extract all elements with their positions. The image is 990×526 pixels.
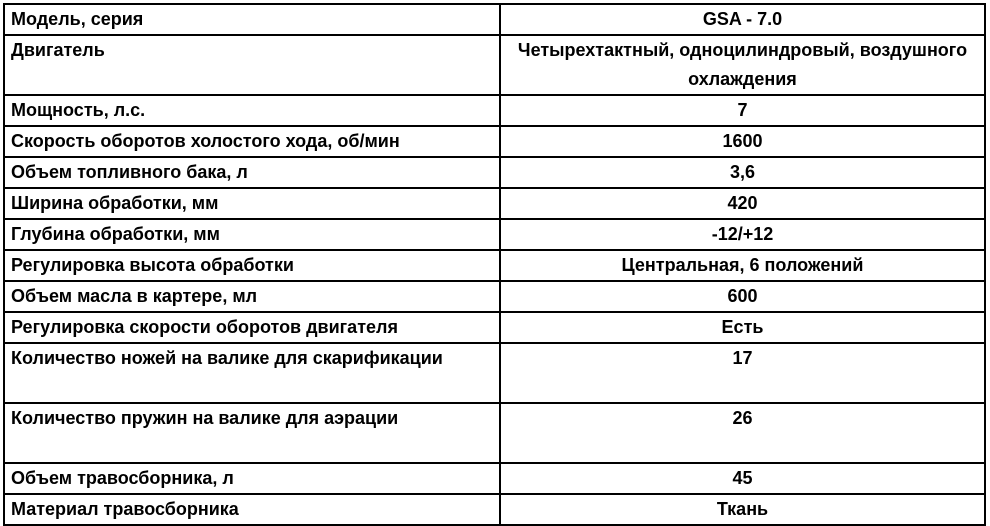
table-row — [4, 126, 985, 157]
spec-value: 1600 — [500, 126, 985, 157]
table-row — [4, 219, 985, 250]
spec-label: Количество пружин на валике для аэрации — [4, 403, 500, 463]
spec-value: Ткань — [500, 494, 985, 525]
specifications-table — [3, 3, 986, 526]
spec-label: Объем масла в картере, мл — [4, 281, 500, 312]
spec-label: Модель, серия — [4, 4, 500, 35]
spec-label: Количество ножей на валике для скарификации — [4, 343, 500, 403]
table-row — [4, 95, 985, 126]
table-row — [4, 343, 985, 403]
spec-value: Центральная, 6 положений — [500, 250, 985, 281]
spec-value: 45 — [500, 463, 985, 494]
spec-value: 600 — [500, 281, 985, 312]
table-row — [4, 188, 985, 219]
spec-label: Объем топливного бака, л — [4, 157, 500, 188]
spec-value: 17 — [500, 343, 985, 403]
spec-label: Регулировка высота обработки — [4, 250, 500, 281]
spec-label: Скорость оборотов холостого хода, об/мин — [4, 126, 500, 157]
table-row — [4, 35, 985, 95]
spec-value: Четырехтактный, одноцилиндровый, воздушного охлаждения — [500, 35, 985, 95]
spec-label: Мощность, л.с. — [4, 95, 500, 126]
spec-label: Регулировка скорости оборотов двигателя — [4, 312, 500, 343]
table-row — [4, 4, 985, 35]
spec-label: Материал травосборника — [4, 494, 500, 525]
spec-value: -12/+12 — [500, 219, 985, 250]
spec-label: Двигатель — [4, 35, 500, 95]
table-row — [4, 403, 985, 463]
spec-value: 420 — [500, 188, 985, 219]
table-row — [4, 157, 985, 188]
spec-label: Ширина обработки, мм — [4, 188, 500, 219]
spec-value: 26 — [500, 403, 985, 463]
table-row — [4, 463, 985, 494]
table-row — [4, 312, 985, 343]
spec-value: GSA - 7.0 — [500, 4, 985, 35]
spec-value: Есть — [500, 312, 985, 343]
table-row — [4, 250, 985, 281]
spec-value: 7 — [500, 95, 985, 126]
spec-label: Глубина обработки, мм — [4, 219, 500, 250]
table-row — [4, 281, 985, 312]
spec-value: 3,6 — [500, 157, 985, 188]
spec-label: Объем травосборника, л — [4, 463, 500, 494]
